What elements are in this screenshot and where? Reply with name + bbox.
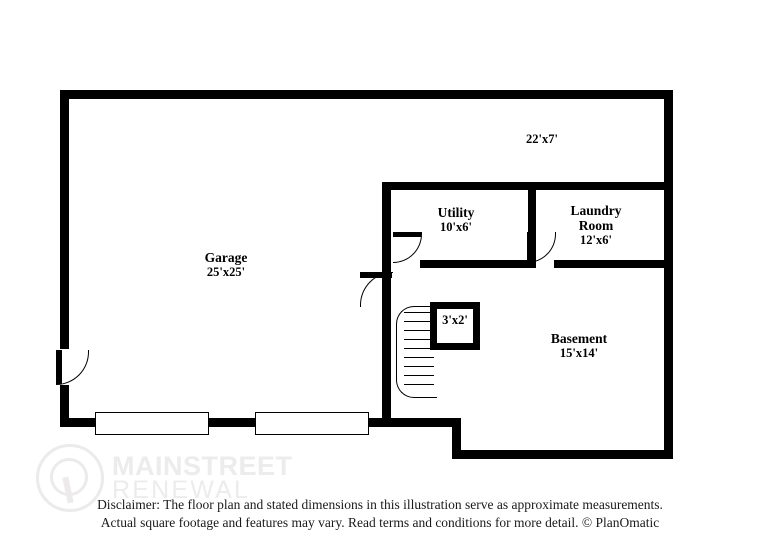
watermark-line2: RENEWAL — [112, 475, 251, 504]
room-name-garage: Garage — [204, 250, 248, 265]
room-label-garage — [166, 250, 286, 279]
disclaimer — [0, 496, 760, 532]
dimension-text-22x7: 22'x7' — [526, 132, 558, 146]
watermark-text — [112, 451, 293, 504]
watermark-line1: MAINSTREET — [112, 451, 293, 482]
room-dim-laundry: 12'x6' — [580, 233, 612, 248]
dimension-text-3x2: 3'x2' — [442, 313, 468, 327]
room-dim-garage: 25'x25' — [206, 265, 246, 280]
room-name-laundry-line2: Room — [578, 218, 614, 234]
room-label-laundry — [537, 203, 655, 247]
wall-left-upper — [60, 90, 69, 349]
wall-bottom-basement — [452, 450, 673, 459]
disclaimer-line-1: Disclaimer: The floor plan and stated dimensions in this illustration serve as approximate measurements. — [97, 497, 663, 512]
room-dim-basement: 15'x14' — [559, 346, 599, 361]
room-name-basement: Basement — [550, 331, 608, 346]
garage-door-panel-1 — [95, 412, 209, 435]
dimension-label-22x7 — [482, 132, 602, 146]
disclaimer-line-2: Actual square footage and features may vary. Read terms and conditions for more detail. © PlanOmatic — [100, 515, 660, 531]
dimension-label-3x2 — [411, 313, 499, 327]
door-laundry-leaf — [527, 232, 532, 262]
room-label-basement — [512, 331, 646, 360]
garage-door-panel-2 — [255, 412, 369, 435]
room-name-utility: Utility — [437, 205, 475, 220]
wall-bottom-notch — [387, 418, 461, 427]
door-garage-to-hall-leaf — [360, 272, 392, 278]
wall-closet-bottom — [430, 343, 480, 350]
door-garage-exterior-leaf — [56, 350, 62, 384]
room-dim-utility: 10'x6' — [440, 220, 472, 235]
room-label-utility — [398, 205, 514, 234]
wall-right-upper — [664, 90, 673, 459]
room-name-laundry-line1: Laundry — [570, 203, 622, 218]
wall-top — [60, 90, 673, 99]
wall-utility-bottom — [420, 260, 536, 268]
wall-laundry-bottom — [554, 260, 673, 268]
